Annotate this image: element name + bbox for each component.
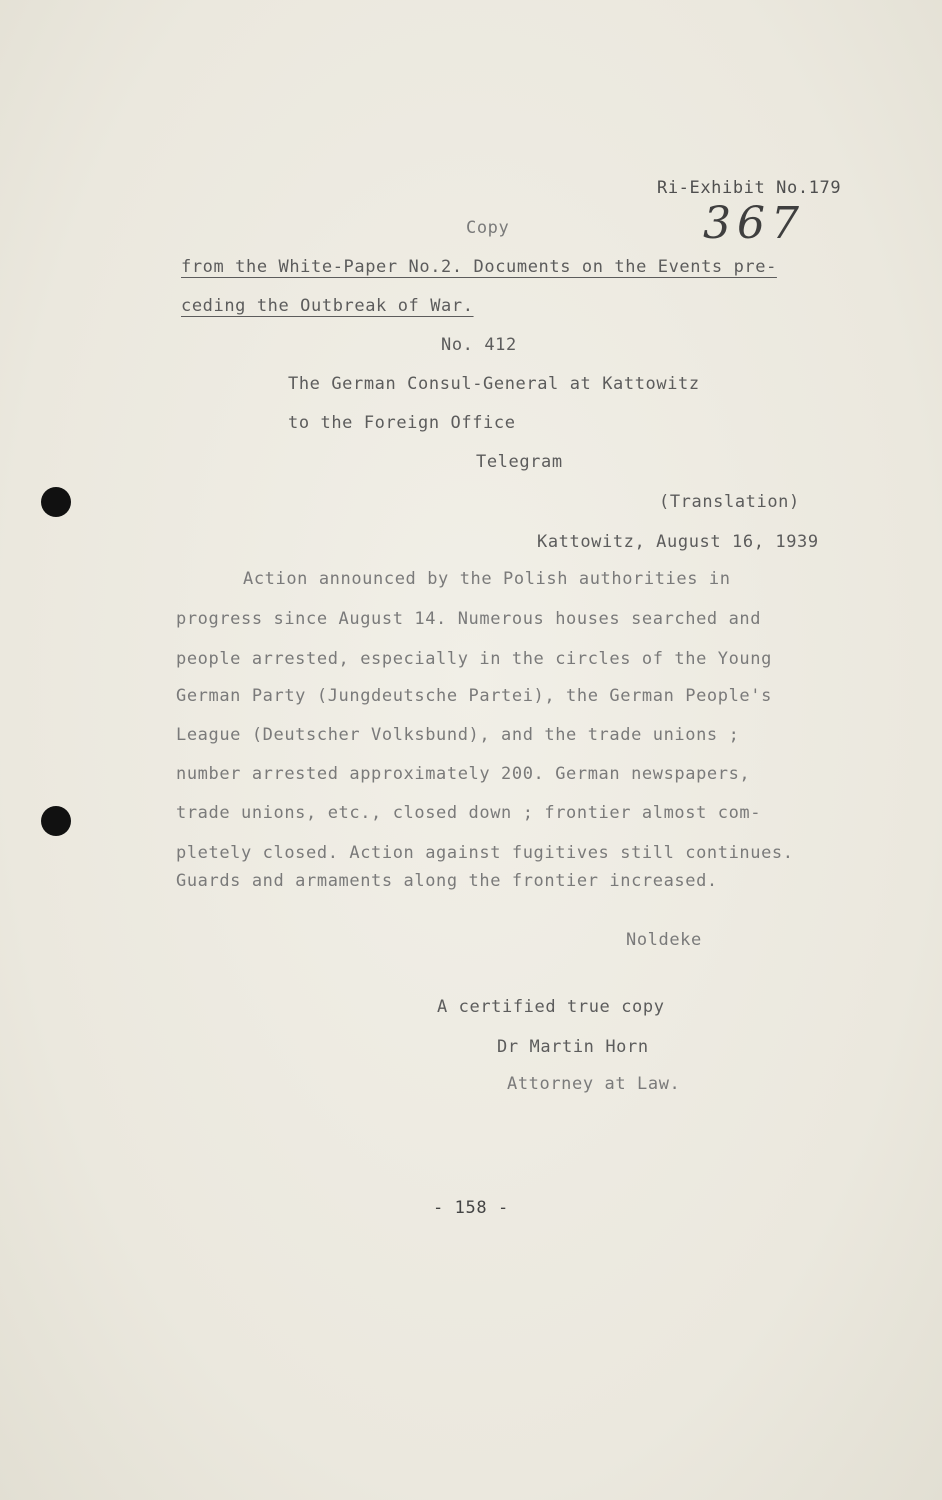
body-line: people arrested, especially in the circles of the Young [176,649,772,669]
page-number: - 158 - [433,1198,509,1218]
body-line: pletely closed. Action against fugitives still continues. [176,843,794,863]
handwritten-number: 367 [703,198,805,249]
body-line: Guards and armaments along the frontier increased. [176,871,718,891]
body-line: trade unions, etc., closed down ; frontier almost com- [176,803,762,823]
certification-line: A certified true copy [437,997,665,1017]
translation-note: (Translation) [659,492,800,512]
body-line: number arrested approximately 200. German newspapers, [176,764,751,784]
sender-line: The German Consul-General at Kattowitz [288,374,700,394]
certification-line: Attorney at Law. [507,1074,681,1094]
body-line: Action announced by the Polish authorities in [243,569,731,589]
document-type: Telegram [476,452,563,472]
certification-line: Dr Martin Horn [497,1037,649,1057]
recipient-line: to the Foreign Office [288,413,516,433]
body-line: League (Deutscher Volksbund), and the trade unions ; [176,725,740,745]
source-line-1: from the White-Paper No.2. Documents on the Events pre- [181,257,777,277]
signer-name: Noldeke [626,930,702,950]
exhibit-label: Ri-Exhibit No.179 [657,178,842,198]
punch-hole-top [41,487,71,517]
source-line-2: ceding the Outbreak of War. [181,296,474,316]
body-line: progress since August 14. Numerous houses searched and [176,609,762,629]
body-line: German Party (Jungdeutsche Partei), the German People's [176,686,772,706]
document-number: No. 412 [441,335,517,355]
copy-label: Copy [466,218,510,238]
place-date: Kattowitz, August 16, 1939 [537,532,819,552]
punch-hole-bottom [41,806,71,836]
